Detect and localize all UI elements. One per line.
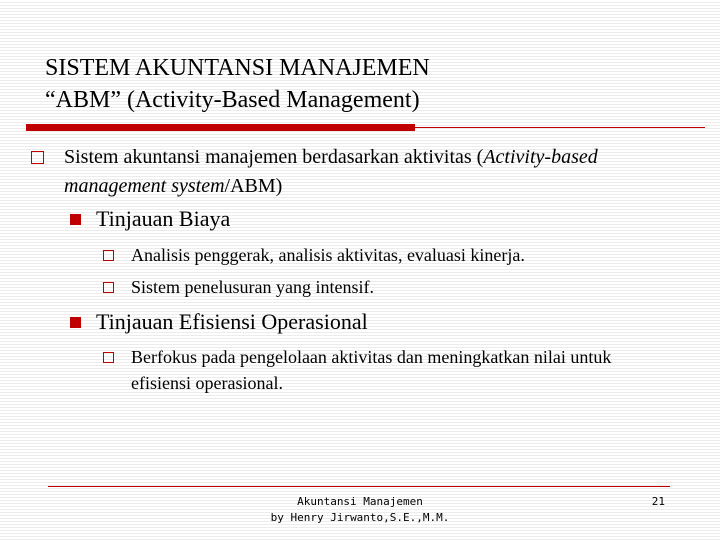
sub-bullet-text: Berfokus pada pengelolaan aktivitas dan meningkatkan nilai untuk efisiensi operasional. bbox=[131, 347, 612, 393]
title-divider-thin bbox=[415, 127, 705, 128]
sub-bullet-text: Sistem penelusuran yang intensif. bbox=[131, 277, 374, 297]
slide-title-line-2: “ABM” (Activity-Based Management) bbox=[45, 87, 420, 113]
page-number: 21 bbox=[651, 495, 665, 508]
sub-bullet-text: Analisis penggerak, analisis aktivitas, evaluasi kinerja. bbox=[131, 245, 525, 265]
subheading-operational-efficiency bbox=[70, 308, 368, 336]
bullet-point-abm-definition bbox=[31, 143, 661, 201]
hollow-square-bullet-icon bbox=[103, 250, 114, 261]
hollow-square-bullet-icon bbox=[103, 352, 114, 363]
filled-square-bullet-icon bbox=[70, 317, 81, 328]
sub-bullet-item bbox=[103, 242, 683, 268]
subheading-cost-review bbox=[70, 205, 230, 233]
footer-author: by Henry Jirwanto,S.E.,M.M. bbox=[270, 511, 450, 524]
filled-square-bullet-icon bbox=[70, 214, 81, 225]
bullet-text bbox=[64, 143, 661, 201]
sub-bullet-item bbox=[103, 344, 643, 396]
hollow-square-bullet-icon bbox=[103, 282, 114, 293]
title-divider-thick bbox=[26, 124, 415, 131]
subheading-text: Tinjauan Biaya bbox=[96, 206, 231, 231]
sub-bullet-item bbox=[103, 274, 683, 300]
bullet-text-italic: Activity-based management system bbox=[64, 146, 598, 197]
footer-credits bbox=[240, 494, 480, 526]
bullet-text-after: /ABM) bbox=[224, 175, 283, 197]
footer-divider bbox=[48, 486, 670, 487]
slide-title bbox=[45, 52, 685, 116]
footer-course-name: Akuntansi Manajemen bbox=[297, 495, 423, 508]
slide-title-line-1: SISTEM AKUNTANSI MANAJEMEN bbox=[45, 55, 430, 81]
subheading-text: Tinjauan Efisiensi Operasional bbox=[96, 309, 368, 334]
hollow-square-bullet-icon bbox=[31, 151, 44, 164]
bullet-text-before: Sistem akuntansi manajemen berdasarkan aktivitas ( bbox=[64, 146, 484, 168]
